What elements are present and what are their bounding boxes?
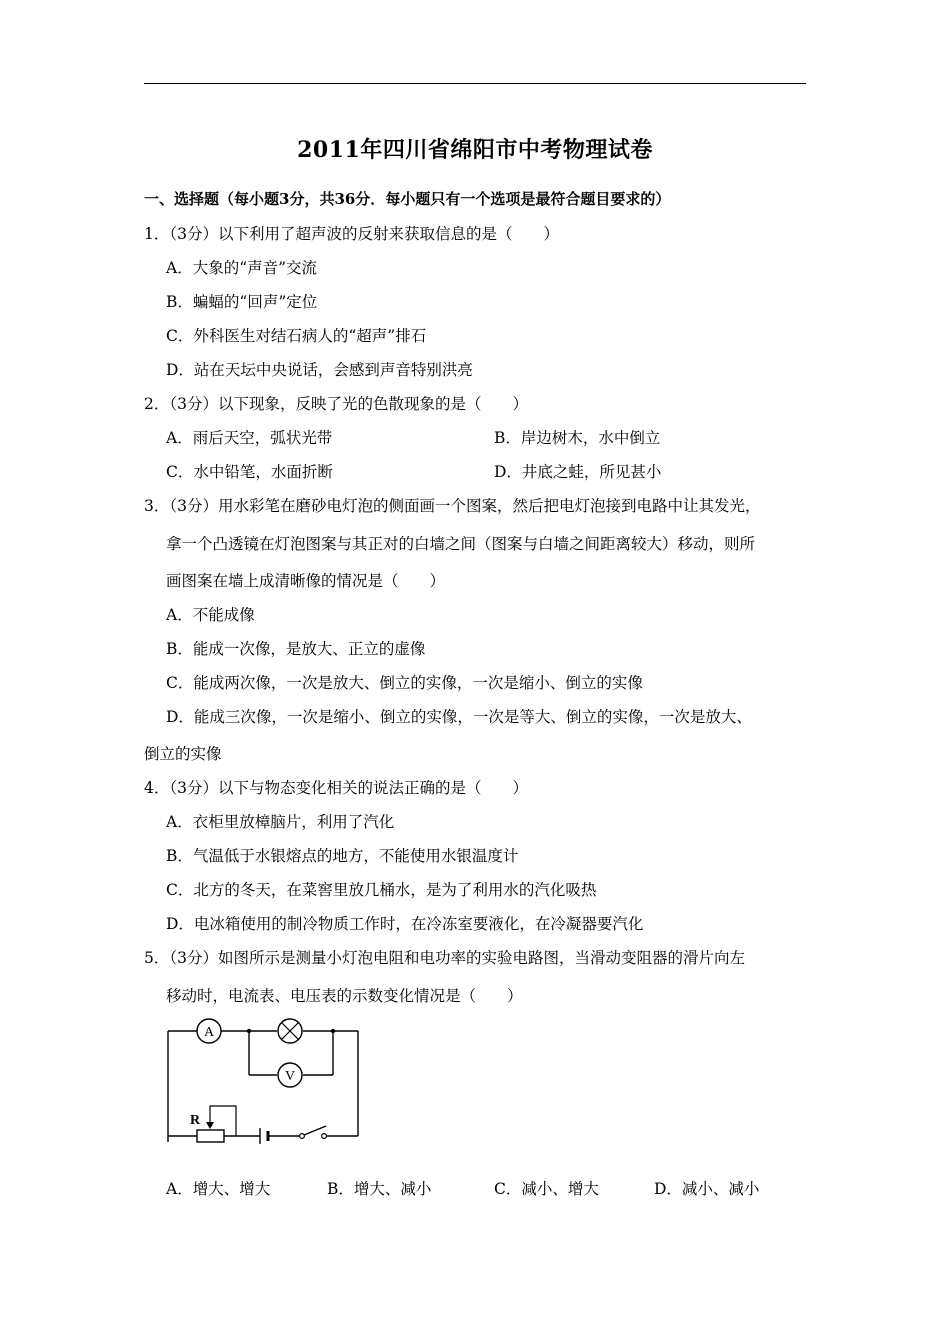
q3-option-d-line2: 倒立的实像 xyxy=(144,745,222,763)
q4-option-c: C．北方的冬天，在菜窖里放几桶水，是为了利用水的汽化吸热 xyxy=(166,881,597,899)
q3-option-b: B．能成一次像，是放大、正立的虚像 xyxy=(166,640,426,658)
q2-option-b: B．岸边树木，水中倒立 xyxy=(494,429,661,447)
q1-option-c: C．外科医生对结石病人的“超声”排石 xyxy=(166,327,427,345)
q3-option-d-line1: D．能成三次像，一次是缩小、倒立的实像，一次是等大、倒立的实像，一次是放大、 xyxy=(166,708,752,726)
q2-option-a: A．雨后天空，弧状光带 xyxy=(166,429,333,447)
page-title: 2011年四川省绵阳市中考物理试卷 xyxy=(297,137,653,163)
q3-stem-line3: 画图案在墙上成清晰像的情况是（ ） xyxy=(166,572,446,590)
rheostat-label: R xyxy=(190,1113,201,1128)
q3-option-a: A．不能成像 xyxy=(166,606,255,624)
q4-stem: 4．（3分）以下与物态变化相关的说法正确的是（ ） xyxy=(144,779,528,797)
junction-right xyxy=(331,1029,335,1033)
q4-option-a: A．衣柜里放樟脑片，利用了汽化 xyxy=(166,813,395,831)
header-rule xyxy=(144,83,806,84)
q3-option-c: C．能成两次像，一次是放大、倒立的实像，一次是缩小、倒立的实像 xyxy=(166,674,643,692)
q5-stem-line2: 移动时，电流表、电压表的示数变化情况是（ ） xyxy=(166,987,523,1005)
switch-icon xyxy=(300,1126,327,1138)
q1-option-b: B．蝙蝠的“回声”定位 xyxy=(166,293,318,311)
section-heading: 一、选择题（每小题3分，共36分．每小题只有一个选项是最符合题目要求的） xyxy=(144,190,671,208)
q3-stem-line1: 3．（3分）用水彩笔在磨砂电灯泡的侧面画一个图案，然后把电灯泡接到电路中让其发光， xyxy=(144,497,761,515)
junction-left xyxy=(247,1029,251,1033)
q4-option-d: D．电冰箱使用的制冷物质工作时，在冷冻室要液化，在冷凝器要汽化 xyxy=(166,915,644,933)
ammeter-icon xyxy=(197,1019,221,1043)
q5-stem-line1: 5．（3分）如图所示是测量小灯泡电阻和电功率的实验电路图，当滑动变阻器的滑片向左 xyxy=(144,949,745,967)
q5-option-c: C．减小、增大 xyxy=(494,1180,599,1198)
q3-stem-line2: 拿一个凸透镜在灯泡图案与其正对的白墙之间（图案与白墙之间距离较大）移动，则所 xyxy=(166,535,756,553)
q1-option-a: A．大象的“声音”交流 xyxy=(166,259,318,277)
q5-option-b: B．增大、减小 xyxy=(327,1180,432,1198)
q2-option-c: C．水中铅笔，水面折断 xyxy=(166,463,333,481)
voltmeter-icon xyxy=(278,1063,302,1087)
q2-stem: 2．（3分）以下现象，反映了光的色散现象的是（ ） xyxy=(144,395,528,413)
q5-option-d: D．减小、减小 xyxy=(654,1180,760,1198)
q4-option-b: B．气温低于水银熔点的地方，不能使用水银温度计 xyxy=(166,847,519,865)
battery-icon xyxy=(260,1128,268,1144)
lamp-icon xyxy=(278,1019,302,1043)
ammeter-label: A xyxy=(203,1025,215,1040)
q5-option-a: A．增大、增大 xyxy=(166,1180,271,1198)
q1-stem: 1．（3分）以下利用了超声波的反射来获取信息的是（ ） xyxy=(144,225,559,243)
q2-option-d: D．井底之蛙，所见甚小 xyxy=(494,463,662,481)
circuit-diagram xyxy=(160,1012,370,1147)
voltmeter-label: V xyxy=(284,1069,296,1084)
q1-option-d: D．站在天坛中央说话，会感到声音特别洪亮 xyxy=(166,361,473,379)
